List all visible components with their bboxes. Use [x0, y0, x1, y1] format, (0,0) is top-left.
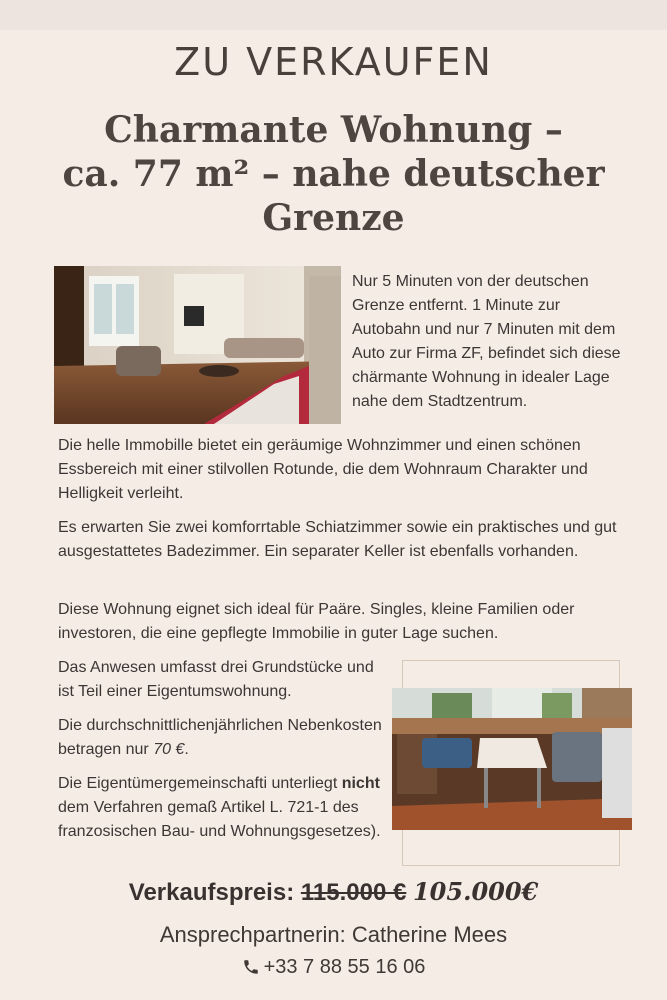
- phone-icon: [242, 958, 260, 976]
- text-span: dem Verfahren gemaß Artikel L. 721-1 des franzosischen Bau- und Wohnungsgesetzes).: [58, 799, 381, 840]
- description-paragraph: Das Anwesen umfasst drei Grundstücke und ist Teil einer Eigentumswohnung.: [58, 659, 374, 700]
- new-price: 105.000€: [412, 877, 539, 906]
- living-room-photo: [54, 266, 341, 424]
- title-line: Grenze: [262, 197, 405, 239]
- title-line: Charmante Wohnung –: [104, 109, 563, 151]
- description-paragraph: Die helle Immobille bietet ein geräumige Wohnzimmer und einen schönen Essbereich mit einer stilvollen Rotunde, die dem Wohnraum Charakter und Helligkeit verleiht.: [58, 437, 588, 502]
- headline: ZU VERKAUFEN: [174, 40, 493, 84]
- top-band: [0, 0, 667, 30]
- text-span: .: [184, 741, 189, 758]
- emphasis: nicht: [341, 775, 380, 792]
- phone-number[interactable]: +33 7 88 55 16 06: [263, 956, 426, 978]
- contact-phone: [0, 956, 667, 979]
- description-paragraph: Es erwarten Sie zwei komforrtable Schiatzimmer sowie ein praktisches und gut ausgestattetes Badezimmer. Ein separater Keller ist ebenfalls vorhanden.: [58, 519, 617, 560]
- text-span: Die durchschnittlichenjährlichen Nebenkosten betragen nur: [58, 717, 382, 758]
- description-paragraph: [58, 714, 383, 762]
- contact-person: Ansprechpartnerin: Catherine Mees: [159, 922, 508, 947]
- page-title: [40, 108, 627, 240]
- old-price: 115.000 €: [300, 879, 407, 906]
- text-span: Die Eigentümergemeinschafti unterliegt: [58, 775, 342, 792]
- intro-paragraph: Nur 5 Minuten von der deutschen Grenze entfernt. 1 Minute zur Autobahn und nur 7 Minuten mit dem Auto zur Firma ZF, befindet sich diese chärmante Wohnung in idealer Lage nahe dem Stadtzentrum.: [352, 273, 621, 410]
- sale-price: [0, 877, 667, 907]
- dining-corner-photo: [392, 688, 632, 830]
- price-label: Verkaufspreis:: [128, 879, 295, 906]
- title-line: ca. 77 m² – nahe deutscher: [62, 153, 605, 195]
- cost-amount: 70 €: [153, 741, 185, 758]
- description-paragraph: [58, 772, 383, 844]
- description-paragraph: Diese Wohnung eignet sich ideal für Paäre. Singles, kleine Familien oder investoren, die eine gepflegte Immobilie in guter Lage suchen.: [58, 601, 575, 642]
